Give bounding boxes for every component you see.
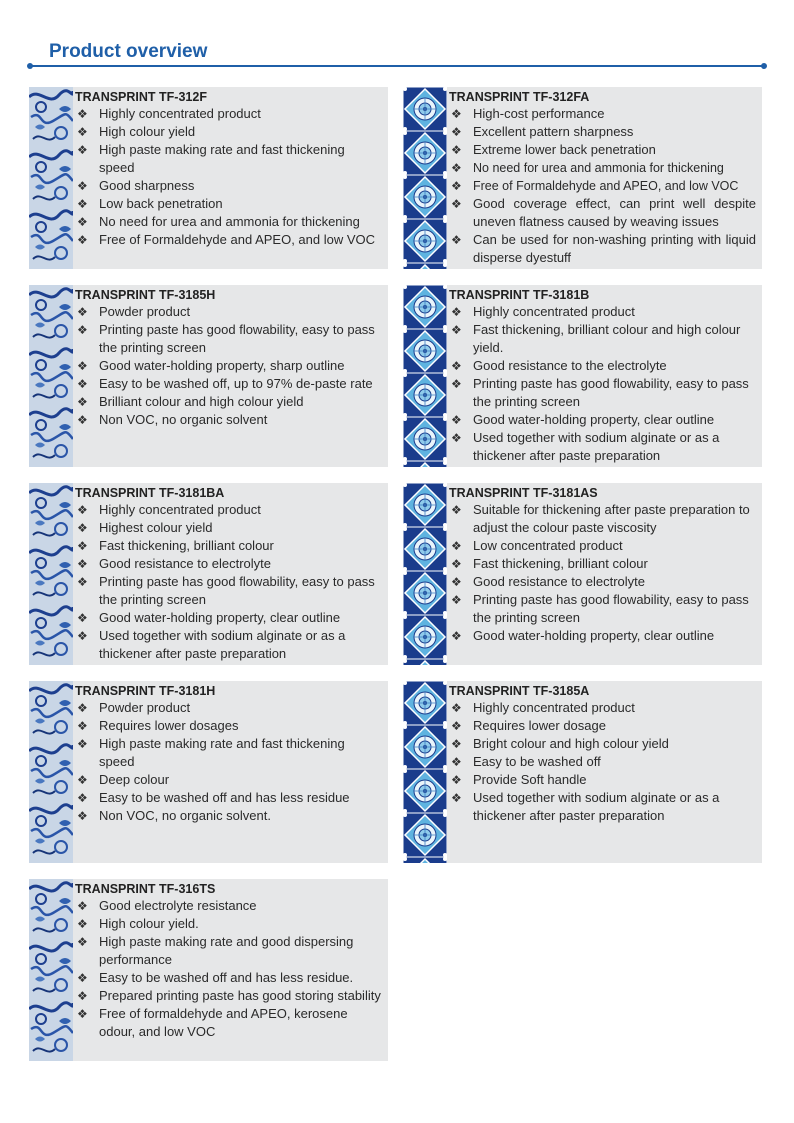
feature-item: ❖ Powder product	[77, 304, 191, 319]
product-card-tf-3181ba	[29, 483, 388, 665]
feature-item: ❖ Good resistance to electrolyte	[451, 574, 645, 589]
feature-item: ❖ Fast thickening, brilliant colour	[77, 538, 274, 553]
feature-item: ❖ Highest colour yield	[77, 520, 213, 535]
feature-item: ❖ Provide Soft handle	[451, 772, 587, 787]
feature-item: ❖ Good water-holding property, sharp outline	[77, 358, 345, 373]
bullet-icon: ❖	[451, 323, 462, 337]
product-name: TRANSPRINT TF-3185A	[449, 684, 590, 698]
bullet-icon: ❖	[451, 719, 462, 733]
bullet-icon: ❖	[451, 143, 462, 157]
feature-item: ❖ Highly concentrated product	[77, 106, 261, 121]
bullet-icon: ❖	[77, 233, 88, 247]
bullet-icon: ❖	[451, 305, 462, 319]
feature-item: ❖ Can be used for non-washing printing with liquid disperse dyestuff	[451, 232, 756, 265]
bullet-icon: ❖	[451, 791, 462, 805]
feature-item: ❖ No need for urea and ammonia for thickening	[77, 214, 360, 229]
product-name: TRANSPRINT TF-316TS	[75, 882, 216, 896]
feature-item: ❖ Used together with sodium alginate or as a thickener after paste preparation	[77, 628, 346, 661]
bullet-icon: ❖	[77, 413, 88, 427]
bullet-icon: ❖	[451, 539, 462, 553]
bullet-icon: ❖	[77, 809, 88, 823]
feature-item: ❖ Free of Formaldehyde and APEO, and low VOC	[77, 232, 376, 247]
bullet-icon: ❖	[451, 737, 462, 751]
bullet-icon: ❖	[77, 143, 88, 157]
product-card-tf-312f	[29, 87, 388, 269]
product-card-tf-316ts	[29, 879, 388, 1061]
feature-item: ❖ Easy to be washed off and has less residue	[77, 790, 350, 805]
floral-pattern-icon	[29, 681, 73, 863]
bullet-icon: ❖	[77, 917, 88, 931]
bullet-icon: ❖	[77, 773, 88, 787]
floral-pattern-icon	[29, 483, 73, 665]
bullet-icon: ❖	[77, 935, 88, 949]
divider-dot-right	[761, 63, 767, 69]
feature-item: ❖ Easy to be washed off	[451, 754, 601, 769]
bullet-icon: ❖	[77, 791, 88, 805]
bullet-icon: ❖	[451, 431, 462, 445]
feature-item: ❖ Used together with sodium alginate or as a thickener after paster preparation	[451, 790, 720, 823]
product-card-tf-312fa	[403, 87, 762, 269]
product-card-tf-3181h	[29, 681, 388, 863]
bullet-icon: ❖	[451, 593, 462, 607]
bullet-icon: ❖	[77, 701, 88, 715]
bullet-icon: ❖	[451, 557, 462, 571]
feature-item: ❖ Highly concentrated product	[451, 700, 635, 715]
feature-item: ❖ Requires lower dosages	[77, 718, 239, 733]
bullet-icon: ❖	[451, 377, 462, 391]
product-name: TRANSPRINT TF-3181BA	[75, 486, 225, 500]
title-divider	[30, 65, 764, 67]
product-card-tf-3181as	[403, 483, 762, 665]
feature-item: ❖ Fast thickening, brilliant colour and high colour yield.	[451, 322, 741, 355]
feature-item: ❖ Free of formaldehyde and APEO, kerosene odour, and low VOC	[77, 1006, 348, 1039]
bullet-icon: ❖	[77, 179, 88, 193]
bullet-icon: ❖	[77, 539, 88, 553]
bullet-icon: ❖	[77, 521, 88, 535]
feature-item: ❖ Bright colour and high colour yield	[451, 736, 669, 751]
bullet-icon: ❖	[77, 737, 88, 751]
feature-item: ❖ Fast thickening, brilliant colour	[451, 556, 648, 571]
feature-item: ❖ Non VOC, no organic solvent.	[77, 808, 271, 823]
bullet-icon: ❖	[77, 323, 88, 337]
feature-item: ❖ Good water-holding property, clear outline	[77, 610, 341, 625]
bullet-icon: ❖	[77, 629, 88, 643]
feature-item: ❖ Used together with sodium alginate or as a thickener after paste preparation	[451, 430, 720, 463]
bullet-icon: ❖	[77, 611, 88, 625]
feature-item: ❖ Suitable for thickening after paste preparation to adjust the colour paste viscosity	[451, 502, 750, 535]
bullet-icon: ❖	[77, 125, 88, 139]
bullet-icon: ❖	[451, 629, 462, 643]
feature-item: ❖ Powder product	[77, 700, 191, 715]
feature-item: ❖ Printing paste has good flowability, easy to pass the printing screen	[77, 574, 375, 607]
feature-item: ❖ High colour yield	[77, 124, 196, 139]
bullet-icon: ❖	[451, 233, 462, 247]
feature-item: ❖ Good electrolyte resistance	[77, 898, 257, 913]
bullet-icon: ❖	[451, 179, 462, 193]
feature-item: ❖ Easy to be washed off and has less residue.	[77, 970, 354, 985]
product-name: TRANSPRINT TF-3181B	[449, 288, 590, 302]
tile-pattern-icon	[403, 483, 447, 665]
bullet-icon: ❖	[77, 1007, 88, 1021]
bullet-icon: ❖	[451, 413, 462, 427]
feature-item: ❖ Good resistance to electrolyte	[77, 556, 271, 571]
bullet-icon: ❖	[77, 359, 88, 373]
product-name: TRANSPRINT TF-3181AS	[449, 486, 598, 500]
bullet-icon: ❖	[77, 197, 88, 211]
feature-item: ❖ Low back penetration	[77, 196, 223, 211]
product-name: TRANSPRINT TF-3185H	[75, 288, 216, 302]
bullet-icon: ❖	[77, 377, 88, 391]
bullet-icon: ❖	[451, 359, 462, 373]
feature-item: ❖ High paste making rate and fast thickening speed	[77, 736, 345, 769]
bullet-icon: ❖	[451, 755, 462, 769]
bullet-icon: ❖	[451, 125, 462, 139]
tile-pattern-icon	[403, 681, 447, 863]
bullet-icon: ❖	[77, 395, 88, 409]
bullet-icon: ❖	[77, 305, 88, 319]
feature-item: ❖ Highly concentrated product	[451, 304, 635, 319]
floral-pattern-icon	[29, 285, 73, 467]
feature-item: ❖ Easy to be washed off, up to 97% de-paste rate	[77, 376, 373, 391]
bullet-icon: ❖	[451, 197, 462, 211]
bullet-icon: ❖	[451, 107, 462, 121]
feature-item: ❖ Extreme lower back penetration	[451, 142, 656, 157]
feature-item: ❖ Printing paste has good flowability, easy to pass the printing screen	[451, 592, 749, 625]
bullet-icon: ❖	[77, 989, 88, 1003]
tile-pattern-icon	[403, 87, 447, 269]
feature-item: ❖ Deep colour	[77, 772, 170, 787]
floral-pattern-icon	[29, 87, 73, 269]
feature-item: ❖ High-cost performance	[451, 106, 605, 121]
feature-item: ❖ Good sharpness	[77, 178, 195, 193]
feature-item: ❖ Low concentrated product	[451, 538, 623, 553]
product-card-tf-3185h	[29, 285, 388, 467]
feature-item: ❖ Requires lower dosage	[451, 718, 606, 733]
bullet-icon: ❖	[77, 503, 88, 517]
floral-pattern-icon	[29, 879, 73, 1061]
feature-item: ❖ Non VOC, no organic solvent	[77, 412, 268, 427]
feature-item: ❖ Highly concentrated product	[77, 502, 261, 517]
feature-item: ❖ Printing paste has good flowability, easy to pass the printing screen	[451, 376, 749, 409]
bullet-icon: ❖	[77, 899, 88, 913]
product-name: TRANSPRINT TF-312FA	[449, 90, 590, 104]
feature-item: ❖ High paste making rate and good dispersing performance	[77, 934, 354, 967]
page-title: Product overview	[49, 41, 208, 62]
feature-item: ❖ Good coverage effect, can print well despite uneven flatness caused by weaving issues	[451, 196, 756, 229]
bullet-icon: ❖	[77, 719, 88, 733]
feature-item: ❖ Free of Formaldehyde and APEO, and low VOC	[451, 179, 739, 193]
bullet-icon: ❖	[77, 215, 88, 229]
feature-item: ❖ Printing paste has good flowability, easy to pass the printing screen	[77, 322, 375, 355]
bullet-icon: ❖	[451, 773, 462, 787]
feature-item: ❖ Brilliant colour and high colour yield	[77, 394, 304, 409]
divider-dot-left	[27, 63, 33, 69]
feature-item: ❖ High paste making rate and fast thickening speed	[77, 142, 345, 175]
bullet-icon: ❖	[77, 575, 88, 589]
tile-pattern-icon	[403, 285, 447, 467]
bullet-icon: ❖	[451, 575, 462, 589]
bullet-icon: ❖	[77, 107, 88, 121]
feature-item: ❖ Good resistance to the electrolyte	[451, 358, 667, 373]
feature-item: ❖ Good water-holding property, clear outline	[451, 628, 715, 643]
feature-item: ❖ Excellent pattern sharpness	[451, 124, 634, 139]
product-card-tf-3181b	[403, 285, 762, 467]
feature-item: ❖ High colour yield.	[77, 916, 199, 931]
feature-item: ❖ Good water-holding property, clear outline	[451, 412, 715, 427]
feature-item: ❖ Prepared printing paste has good storing stability	[77, 988, 381, 1003]
bullet-icon: ❖	[451, 701, 462, 715]
bullet-icon: ❖	[77, 971, 88, 985]
product-name: TRANSPRINT TF-312F	[75, 90, 207, 104]
feature-item: ❖ No need for urea and ammonia for thickening	[451, 161, 724, 175]
product-card-tf-3185a	[403, 681, 762, 863]
bullet-icon: ❖	[77, 557, 88, 571]
bullet-icon: ❖	[451, 161, 462, 175]
bullet-icon: ❖	[451, 503, 462, 517]
product-name: TRANSPRINT TF-3181H	[75, 684, 216, 698]
